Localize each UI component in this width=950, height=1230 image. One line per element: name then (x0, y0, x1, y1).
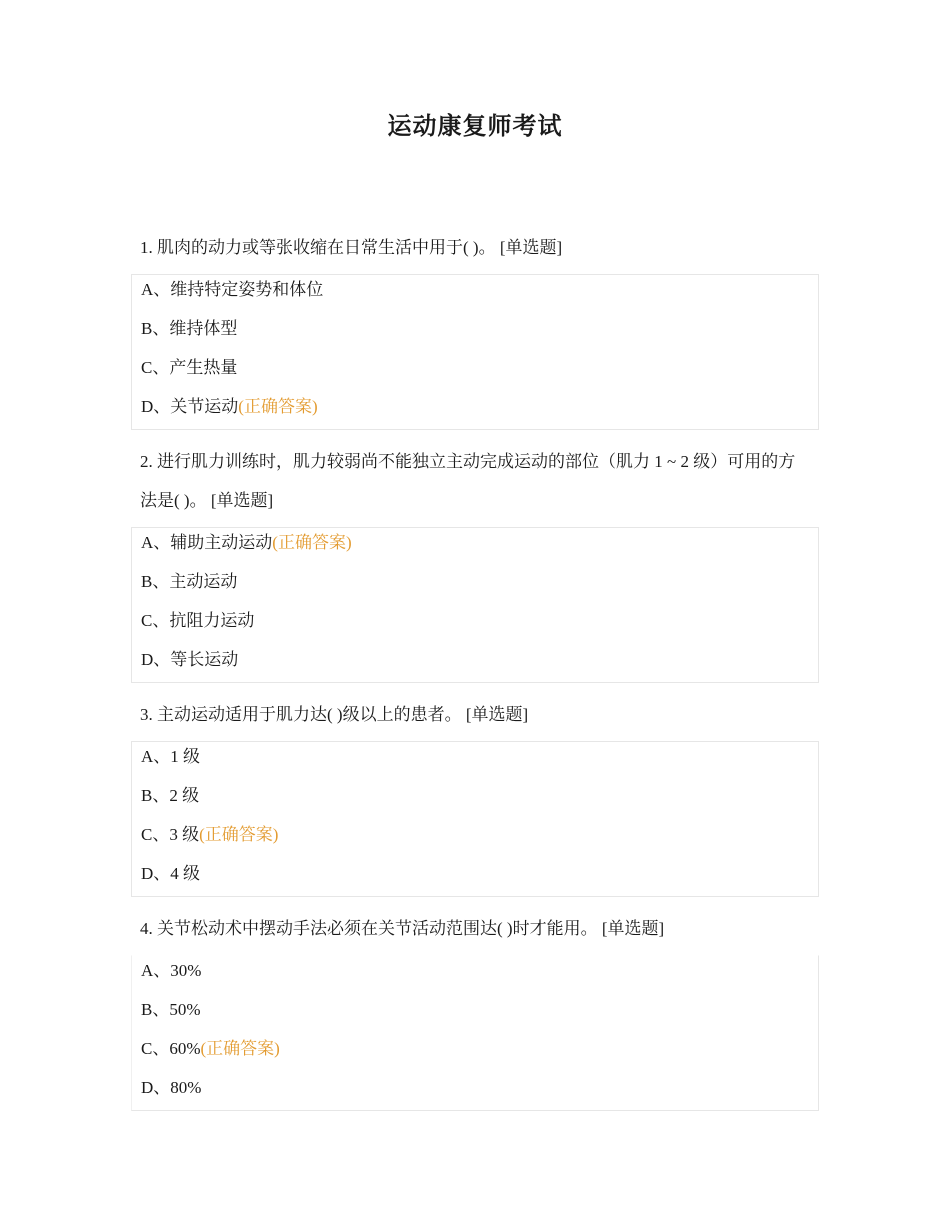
correct-answer-marker: (正确答案) (272, 533, 352, 552)
option-b[interactable] (141, 565, 809, 604)
option-label: B、维持体型 (141, 319, 238, 338)
question-text: 1. 肌肉的动力或等张收缩在日常生活中用于( )。 [单选题] (140, 238, 563, 257)
option-d[interactable] (141, 643, 809, 682)
option-d[interactable] (141, 1071, 809, 1110)
option-label: D、等长运动 (141, 650, 239, 669)
option-label: B、50% (141, 1000, 201, 1019)
option-d[interactable] (141, 390, 809, 429)
option-b[interactable] (141, 993, 809, 1032)
option-label: A、维持特定姿势和体位 (141, 280, 324, 299)
option-label: A、辅助主动运动 (141, 533, 273, 552)
option-c[interactable] (141, 604, 809, 643)
option-label: B、主动运动 (141, 572, 238, 591)
page-title: 运动康复师考试 (387, 112, 563, 140)
option-b[interactable] (141, 312, 809, 351)
option-label: A、1 级 (141, 747, 201, 766)
option-label: C、抗阻力运动 (141, 611, 255, 630)
option-c[interactable] (141, 1032, 809, 1071)
correct-answer-marker: (正确答案) (200, 1039, 280, 1058)
question-1 (131, 228, 819, 430)
option-a[interactable] (141, 526, 809, 565)
question-2 (131, 442, 819, 683)
option-label: D、4 级 (141, 864, 201, 883)
option-label: B、2 级 (141, 786, 200, 805)
option-label: D、关节运动 (141, 397, 239, 416)
option-label: C、60% (141, 1039, 201, 1058)
question-4 (131, 909, 819, 1111)
option-label: D、80% (141, 1078, 202, 1097)
question-3 (131, 695, 819, 897)
options-list (131, 741, 819, 897)
option-a[interactable] (141, 273, 809, 312)
option-d[interactable] (141, 857, 809, 896)
options-list (131, 274, 819, 430)
option-label: A、30% (141, 961, 202, 980)
question-text: 3. 主动运动适用于肌力达( )级以上的患者。 [单选题] (140, 705, 529, 724)
option-b[interactable] (141, 779, 809, 818)
option-c[interactable] (141, 351, 809, 390)
option-c[interactable] (141, 818, 809, 857)
options-list (131, 527, 819, 683)
option-label: C、3 级 (141, 825, 200, 844)
correct-answer-marker: (正确答案) (238, 397, 318, 416)
question-text: 2. 进行肌力训练时，肌力较弱尚不能独立主动完成运动的部位（肌力 1 ~ 2 级）可用的方法是( )。 [单选题] (140, 452, 796, 510)
option-label: C、产生热量 (141, 358, 238, 377)
option-a[interactable] (141, 740, 809, 779)
option-a[interactable] (141, 954, 809, 993)
correct-answer-marker: (正确答案) (199, 825, 279, 844)
question-text: 4. 关节松动术中摆动手法必须在关节活动范围达( )时才能用。 [单选题] (140, 919, 665, 938)
options-list (131, 955, 819, 1111)
